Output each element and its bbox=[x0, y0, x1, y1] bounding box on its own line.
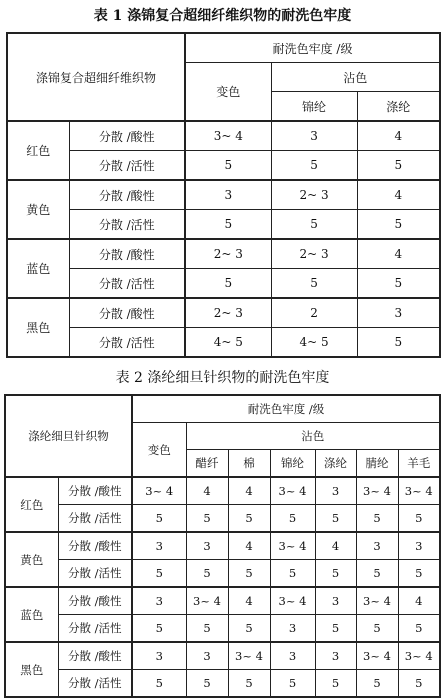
color-group-label: 黄色 bbox=[7, 180, 69, 239]
table2-caption: 表 2 涤纶细旦针织物的耐洗色牢度 bbox=[115, 370, 330, 386]
grade-cell: 5 bbox=[357, 328, 440, 358]
table2-stain-col: 醋纤 bbox=[186, 450, 228, 478]
grade-cell: 3 bbox=[356, 532, 398, 560]
grade-cell: 5 bbox=[398, 670, 440, 698]
table2-stain-header: 沾色 bbox=[186, 423, 440, 450]
grade-cell: 5 bbox=[398, 560, 440, 588]
dye-type-cell: 分散 /活性 bbox=[58, 560, 132, 588]
table-row bbox=[7, 298, 440, 328]
grade-cell: 2~ 3 bbox=[271, 239, 357, 269]
table1-row-header: 涤锦复合超细纤维织物 bbox=[7, 33, 185, 121]
table2-change-header: 变色 bbox=[132, 423, 186, 478]
grade-cell: 3~ 4 bbox=[270, 477, 315, 505]
dye-type-cell: 分散 /活性 bbox=[69, 328, 185, 358]
grade-cell: 2~ 3 bbox=[185, 239, 271, 269]
table1-change-header: 变色 bbox=[185, 63, 271, 122]
table2-stain-col: 涤纶 bbox=[315, 450, 356, 478]
grade-cell: 5 bbox=[356, 560, 398, 588]
table1-body bbox=[7, 121, 440, 357]
dye-type-cell: 分散 /酸性 bbox=[58, 477, 132, 505]
grade-cell: 3 bbox=[132, 587, 186, 615]
grade-cell: 5 bbox=[356, 505, 398, 533]
grade-cell: 3 bbox=[132, 532, 186, 560]
grade-cell: 3~ 4 bbox=[398, 477, 440, 505]
grade-cell: 3~ 4 bbox=[228, 642, 270, 670]
dye-type-cell: 分散 /酸性 bbox=[69, 180, 185, 210]
grade-cell: 3 bbox=[398, 532, 440, 560]
dye-type-cell: 分散 /酸性 bbox=[58, 532, 132, 560]
grade-cell: 4 bbox=[228, 532, 270, 560]
grade-cell: 3 bbox=[315, 642, 356, 670]
grade-cell: 5 bbox=[271, 210, 357, 240]
grade-cell: 5 bbox=[270, 560, 315, 588]
grade-cell: 5 bbox=[185, 269, 271, 299]
table2-body bbox=[5, 477, 440, 697]
color-group-label: 红色 bbox=[7, 121, 69, 180]
grade-cell: 5 bbox=[315, 615, 356, 643]
grade-cell: 3~ 4 bbox=[356, 642, 398, 670]
table-row bbox=[7, 239, 440, 269]
dye-type-cell: 分散 /活性 bbox=[69, 210, 185, 240]
grade-cell: 5 bbox=[228, 560, 270, 588]
color-group-label: 黑色 bbox=[7, 298, 69, 357]
color-group-label: 黄色 bbox=[5, 532, 58, 587]
grade-cell: 5 bbox=[357, 269, 440, 299]
grade-cell: 3~ 4 bbox=[398, 642, 440, 670]
grade-cell: 2~ 3 bbox=[185, 298, 271, 328]
table-row bbox=[5, 642, 440, 670]
grade-cell: 5 bbox=[186, 615, 228, 643]
grade-cell: 5 bbox=[185, 151, 271, 181]
grade-cell: 3~ 4 bbox=[185, 121, 271, 151]
table-row bbox=[5, 670, 440, 698]
grade-cell: 5 bbox=[186, 670, 228, 698]
grade-cell: 3 bbox=[271, 121, 357, 151]
grade-cell: 4 bbox=[315, 532, 356, 560]
table2-stain-col: 羊毛 bbox=[398, 450, 440, 478]
table2-stain-col: 腈纶 bbox=[356, 450, 398, 478]
table-row bbox=[5, 615, 440, 643]
table1-stain-col: 锦纶 bbox=[271, 92, 357, 122]
grade-cell: 3 bbox=[186, 532, 228, 560]
grade-cell: 3~ 4 bbox=[270, 587, 315, 615]
grade-cell: 4 bbox=[228, 587, 270, 615]
grade-cell: 4 bbox=[228, 477, 270, 505]
dye-type-cell: 分散 /活性 bbox=[69, 269, 185, 299]
table-row bbox=[7, 180, 440, 210]
color-group-label: 黑色 bbox=[5, 642, 58, 697]
table-row bbox=[7, 121, 440, 151]
grade-cell: 4 bbox=[357, 180, 440, 210]
grade-cell: 3 bbox=[357, 298, 440, 328]
grade-cell: 5 bbox=[315, 505, 356, 533]
grade-cell: 5 bbox=[132, 615, 186, 643]
table-row bbox=[7, 210, 440, 240]
dye-type-cell: 分散 /活性 bbox=[58, 670, 132, 698]
grade-cell: 3 bbox=[270, 642, 315, 670]
table1-fastness-header: 耐洗色牢度 /级 bbox=[185, 33, 440, 63]
grade-cell: 5 bbox=[185, 210, 271, 240]
table-row bbox=[5, 587, 440, 615]
color-group-label: 蓝色 bbox=[7, 239, 69, 298]
dye-type-cell: 分散 /酸性 bbox=[69, 239, 185, 269]
table1-caption: 表 1 涤锦复合超细纤维织物的耐洗色牢度 bbox=[93, 8, 352, 24]
table-row bbox=[7, 269, 440, 299]
grade-cell: 5 bbox=[132, 560, 186, 588]
grade-cell: 4 bbox=[186, 477, 228, 505]
grade-cell: 5 bbox=[228, 670, 270, 698]
table-row bbox=[5, 532, 440, 560]
dye-type-cell: 分散 /活性 bbox=[58, 615, 132, 643]
dye-type-cell: 分散 /酸性 bbox=[58, 587, 132, 615]
color-group-label: 红色 bbox=[5, 477, 58, 532]
grade-cell: 3~ 4 bbox=[186, 587, 228, 615]
grade-cell: 5 bbox=[228, 505, 270, 533]
grade-cell: 2 bbox=[271, 298, 357, 328]
grade-cell: 3~ 4 bbox=[270, 532, 315, 560]
grade-cell: 5 bbox=[398, 505, 440, 533]
table-row bbox=[5, 477, 440, 505]
grade-cell: 3 bbox=[185, 180, 271, 210]
table-row bbox=[5, 505, 440, 533]
table1-wash-fastness-composite bbox=[6, 32, 441, 358]
table-row bbox=[5, 560, 440, 588]
grade-cell: 5 bbox=[315, 670, 356, 698]
table2-stain-col: 锦纶 bbox=[270, 450, 315, 478]
grade-cell: 5 bbox=[132, 670, 186, 698]
grade-cell: 3 bbox=[315, 477, 356, 505]
grade-cell: 5 bbox=[186, 505, 228, 533]
grade-cell: 5 bbox=[186, 560, 228, 588]
grade-cell: 5 bbox=[228, 615, 270, 643]
grade-cell: 5 bbox=[357, 210, 440, 240]
grade-cell: 2~ 3 bbox=[271, 180, 357, 210]
grade-cell: 5 bbox=[270, 670, 315, 698]
grade-cell: 5 bbox=[315, 560, 356, 588]
dye-type-cell: 分散 /活性 bbox=[69, 151, 185, 181]
grade-cell: 4~ 5 bbox=[185, 328, 271, 358]
grade-cell: 5 bbox=[271, 269, 357, 299]
grade-cell: 5 bbox=[398, 615, 440, 643]
table2-stain-col: 棉 bbox=[228, 450, 270, 478]
grade-cell: 5 bbox=[271, 151, 357, 181]
color-group-label: 蓝色 bbox=[5, 587, 58, 642]
dye-type-cell: 分散 /酸性 bbox=[69, 121, 185, 151]
grade-cell: 5 bbox=[357, 151, 440, 181]
grade-cell: 3 bbox=[186, 642, 228, 670]
table1-stain-col: 涤纶 bbox=[357, 92, 440, 122]
dye-type-cell: 分散 /酸性 bbox=[69, 298, 185, 328]
table2-row-header: 涤纶细旦针织物 bbox=[5, 395, 132, 477]
table1-stain-header: 沾色 bbox=[271, 63, 440, 92]
grade-cell: 3~ 4 bbox=[132, 477, 186, 505]
grade-cell: 5 bbox=[270, 505, 315, 533]
grade-cell: 3 bbox=[270, 615, 315, 643]
grade-cell: 3 bbox=[315, 587, 356, 615]
grade-cell: 3 bbox=[132, 642, 186, 670]
dye-type-cell: 分散 /活性 bbox=[58, 505, 132, 533]
dye-type-cell: 分散 /酸性 bbox=[58, 642, 132, 670]
grade-cell: 4~ 5 bbox=[271, 328, 357, 358]
table-row bbox=[7, 328, 440, 358]
table2-wash-fastness-knit bbox=[4, 394, 441, 698]
grade-cell: 3~ 4 bbox=[356, 587, 398, 615]
grade-cell: 4 bbox=[357, 121, 440, 151]
grade-cell: 3~ 4 bbox=[356, 477, 398, 505]
grade-cell: 5 bbox=[132, 505, 186, 533]
table-row bbox=[7, 151, 440, 181]
table2-fastness-header: 耐洗色牢度 /级 bbox=[132, 395, 440, 423]
grade-cell: 5 bbox=[356, 615, 398, 643]
grade-cell: 4 bbox=[357, 239, 440, 269]
grade-cell: 5 bbox=[356, 670, 398, 698]
grade-cell: 4 bbox=[398, 587, 440, 615]
